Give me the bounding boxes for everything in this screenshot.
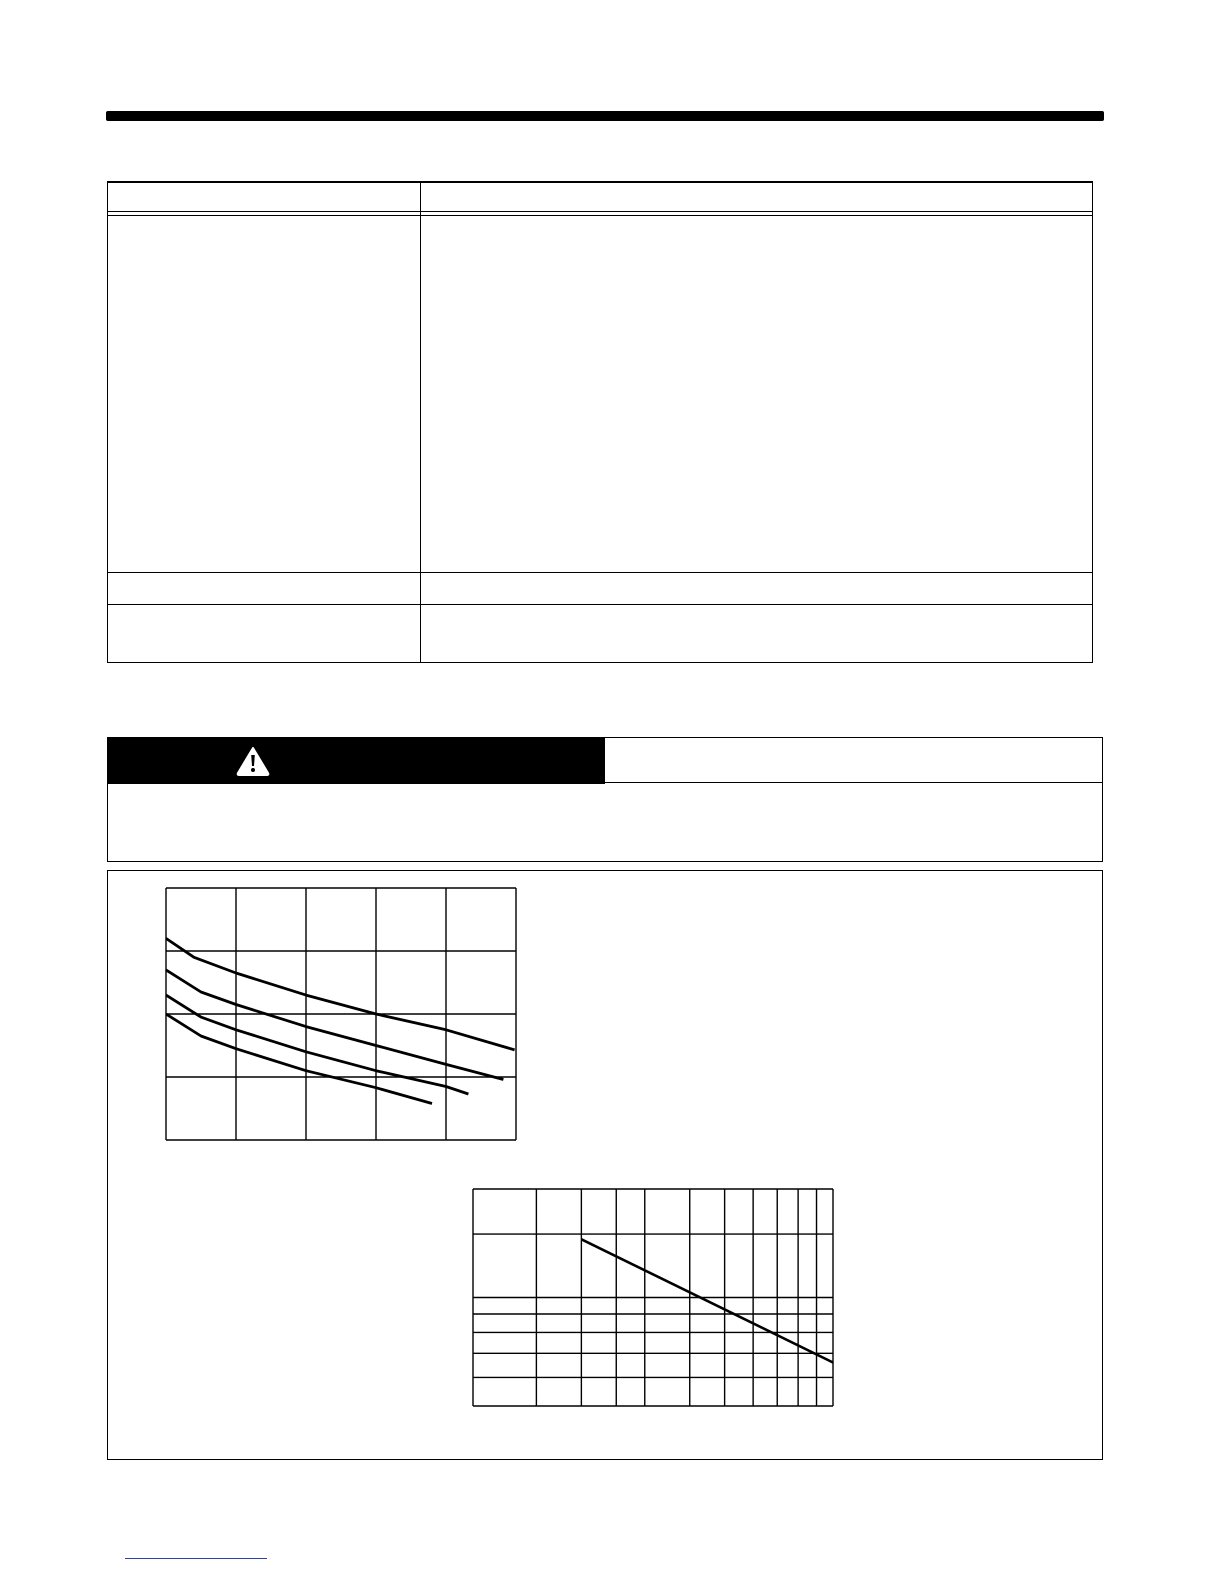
duty-cycle-line [581,1239,833,1362]
footer-link-rule [125,1558,267,1559]
